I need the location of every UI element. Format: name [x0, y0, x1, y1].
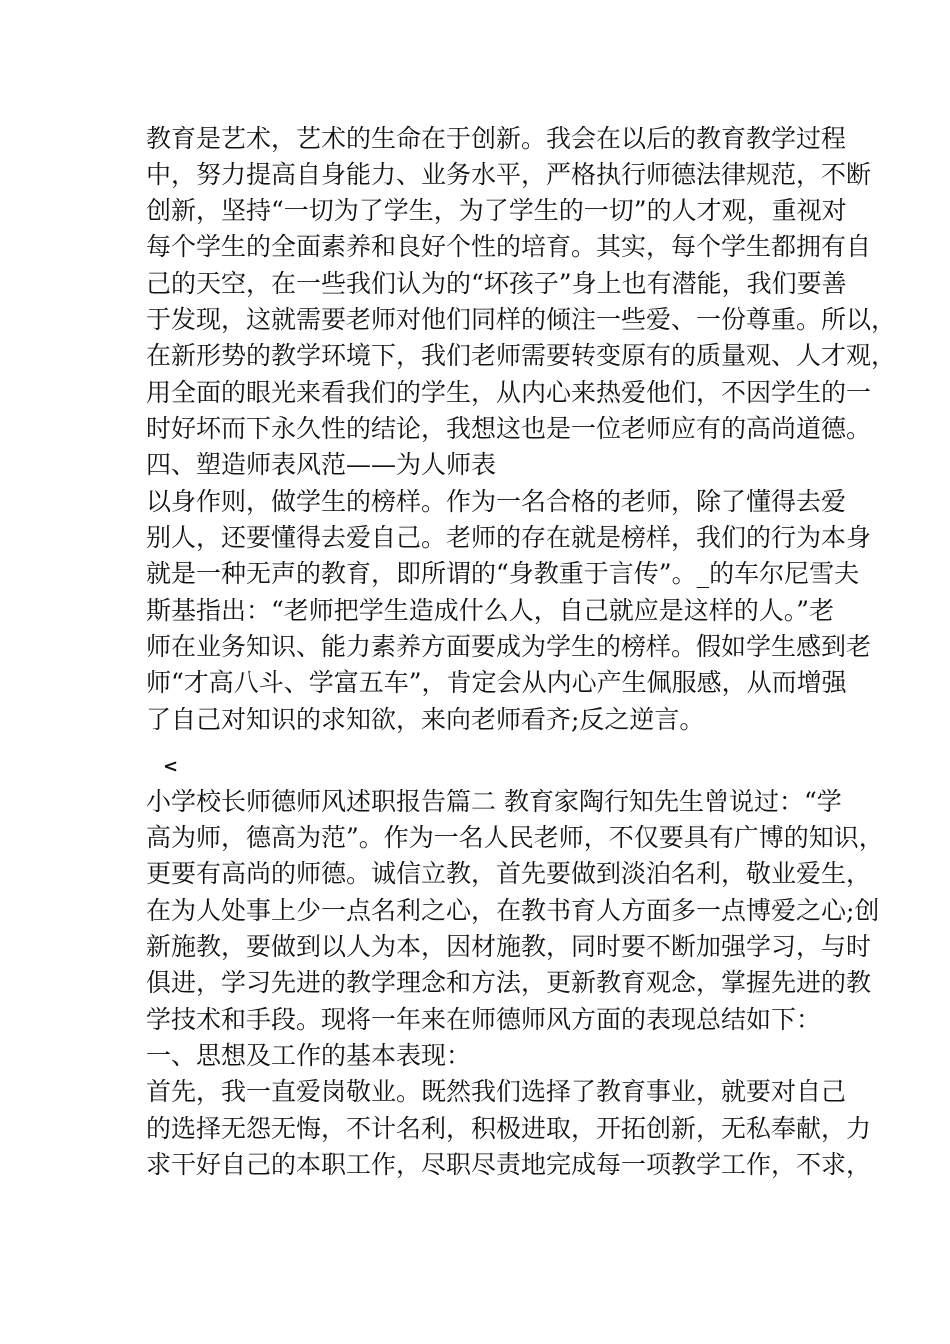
text-line: 在为人处事上少一点名利之心，在教书育人方面多一点博爱之心;创 — [146, 896, 880, 925]
text-line: 首先，我一直爱岗敬业。既然我们选择了教育事业，就要对自己 — [146, 1077, 847, 1106]
text-line: 求干好自己的本职工作，尽职尽责地完成每一项教学工作，不求， — [146, 1150, 872, 1179]
text-line: 每个学生的全面素养和良好个性的培育。其实，每个学生都拥有自 — [146, 232, 872, 261]
text-line: 斯基指出：“老师把学生造成什么人，自己就应是这样的人。”老 — [146, 596, 835, 625]
text-line: 于发现，这就需要老师对他们同样的倾注一些爱、一份尊重。所以， — [146, 305, 897, 334]
text-line: 中，努力提高自身能力、业务水平，严格执行师德法律规范，不断 — [146, 160, 872, 189]
text-line: 学技术和手段。现将一年来在师德师风方面的表现总结如下： — [146, 1005, 822, 1034]
text-line: 更要有高尚的师德。诚信立教，首先要做到淡泊名利，敬业爱生， — [146, 859, 872, 888]
text-line: 以身作则，做学生的榜样。作为一名合格的老师，除了懂得去爱 — [146, 487, 847, 516]
text-line: 了自己对知识的求知欲，来向老师看齐;反之逆言。 — [146, 705, 705, 734]
section-heading: 四、塑造师表风范——为人师表 — [146, 450, 497, 479]
text-line: 高为师，德高为范”。作为一名人民老师，不仅要具有广博的知识， — [146, 823, 884, 852]
report-title-line: 小学校长师德师风述职报告篇二 教育家陶行知先生曾说过：“学 — [146, 787, 842, 816]
text-line: 新施教，要做到以人为本，因材施教，同时要不断加强学习，与时 — [146, 932, 872, 961]
text-line: 用全面的眼光来看我们的学生，从内心来热爱他们，不因学生的一 — [146, 378, 872, 407]
text-line: 己的天空，在一些我们认为的“坏孩子”身上也有潜能，我们要善 — [146, 269, 847, 298]
text-line: 创新，坚持“一切为了学生，为了学生的一切”的人才观，重视对 — [146, 196, 847, 225]
text-line: 的选择无怨无悔，不计名利，积极进取，开拓创新，无私奉献，力 — [146, 1114, 872, 1143]
text-line: 教育是艺术，艺术的生命在于创新。我会在以后的教育教学过程 — [146, 124, 847, 153]
text-line: 时好坏而下永久性的结论，我想这也是一位老师应有的高尚道德。 — [146, 414, 872, 443]
text-line: 俱进，学习先进的教学理念和方法，更新教育观念，掌握先进的教 — [146, 968, 872, 997]
text-line: 师在业务知识、能力素养方面要成为学生的榜样。假如学生感到老 — [146, 632, 872, 661]
stray-mark: < — [163, 756, 179, 777]
text-line: 师“才高八斗、学富五车”，肯定会从内心产生佩服感，从而增强 — [146, 668, 847, 697]
section-heading: 一、思想及工作的基本表现： — [146, 1041, 472, 1070]
text-line: 就是一种无声的教育，即所谓的“身教重于言传”。_的车尔尼雪夫 — [146, 559, 860, 588]
text-line: 别人，还要懂得去爱自己。老师的存在就是榜样，我们的行为本身 — [146, 523, 872, 552]
text-line: 在新形势的教学环境下，我们老师需要转变原有的质量观、人才观， — [146, 341, 897, 370]
